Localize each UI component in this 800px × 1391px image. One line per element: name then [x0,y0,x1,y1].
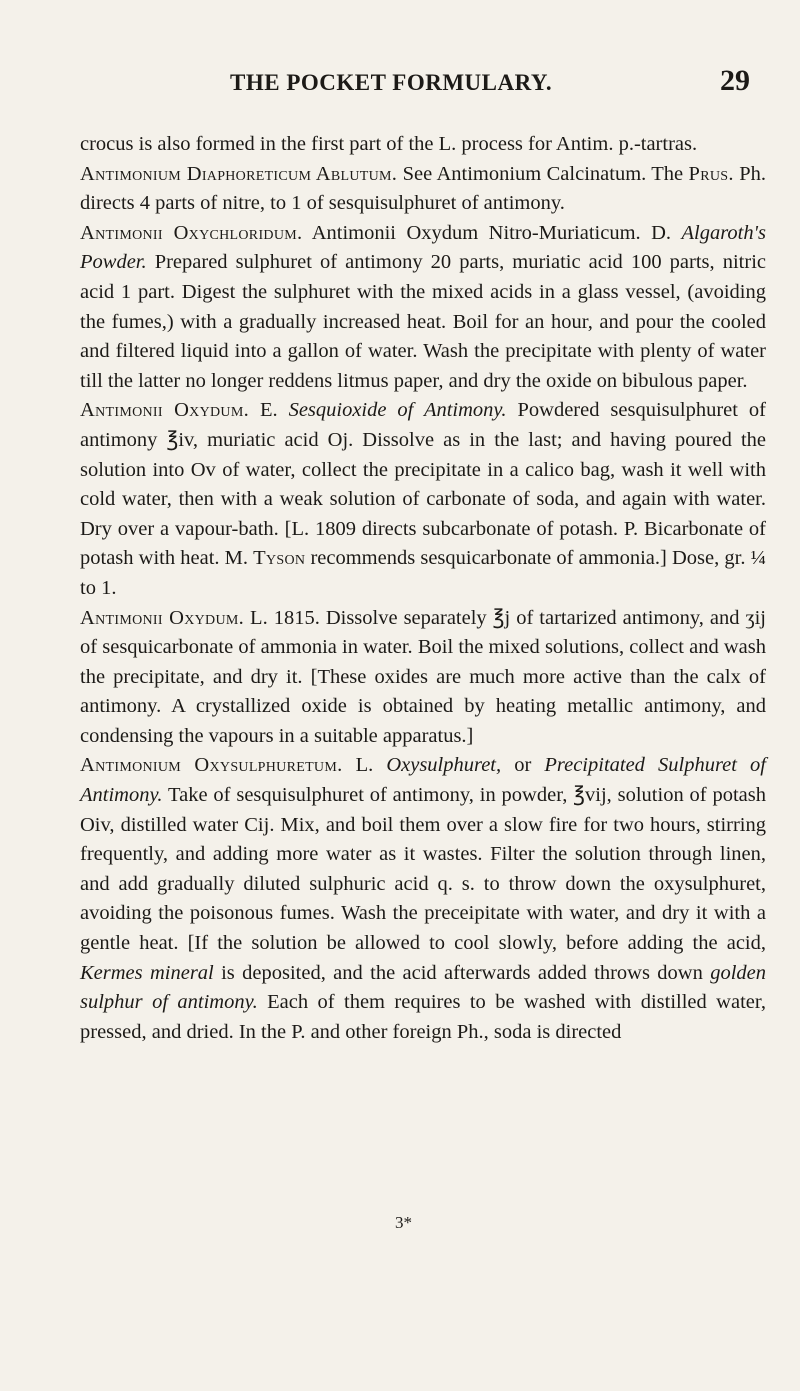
entry-text: Powdered sesquisulphuret of antimony ℥iv, muriatic acid Oj. Dissolve as in the last; and having poured the solution into Ov of water, collect the precipitate in a calico bag, wash it well with cold water, then with a weak solution of carbonate of soda, and again with water. Dry over a vapour-bath. [L. 1809 directs subcarbonate of potash. P. Bicarbonate of potash with heat. M. [80,399,766,570]
entry-title: Antimonium Diaphoreticum Ablutum. [80,162,398,185]
entry-title: Antimonium Oxysulphuretum. [80,754,343,777]
entry-title: Antimonii Oxychloridum. [80,221,303,244]
entry-text-italic: Precipitated Sulphuret of Antimony. [80,754,766,807]
entry-title: Antimonii Oxydum. [80,399,249,422]
entry-text: Take of sesquisulphuret of antimony, in powder, ℥vij, solution of potash Oiv, distilled water Cij. Mix, and boil them over a slow fire for two hours, stirring frequently, and adding more water as it wastes. Filter the solution through linen, and add gradually diluted sulphuric acid q. s. to throw down the oxysulphuret, avoiding the poisonous fumes. Wash the preceipitate with water, and dry it with a gentle heat. [If the solution be allowed to cool slowly, before adding the acid, [80,784,766,955]
entry-text-italic: Sesquioxide of Antimony. [288,399,507,422]
paragraph-text: crocus is also formed in the first part of the L. process for Antim. p.-tartras. [80,133,698,155]
page-header [0,64,800,110]
entry-text: L. [342,754,387,777]
entry-antimonium-diaphoreticum-ablutum [80,160,766,219]
entry-text-smallcaps: Prus. [688,162,734,185]
page-body [80,130,766,1047]
entry-text: is deposited, and the acid afterwards added throws down [213,961,711,984]
entry-text-italic: Oxysulphuret, [386,754,502,777]
entry-text: Ph. directs 4 parts of nitre, to 1 of sesquisulphuret of antimony. [80,162,766,215]
entry-text: L. 1815. Dissolve separately ℥j of tartarized antimony, and ʒij of sesquicarbonate of ammonia in water. Boil the mixed solutions, collect and wash the precipitate, and dry it. [These oxides are much more active than the calx of antimony. A crystallized oxide is obtained by heating metallic antimony, and condensing the vapours in a suitable apparatus.] [80,606,766,747]
entry-antimonii-oxydum-l [80,604,766,752]
entry-text-italic: golden sulphur of antimony. [80,961,767,1014]
running-title: THE POCKET FORMULARY. [230,70,553,95]
entry-text: Prepared sulphuret of antimony 20 parts, muriatic acid 100 parts, nitric acid 1 part. Digest the sulphuret with the mixed acids in a glass vessel, (avoiding the fumes,) with a gradually increased heat. Boil for an hour, and pour the cooled and filtered liquid into a gallon of water. Wash the precipitate with plenty of water till the latter no longer reddens litmus paper, and dry the oxide on bibulous paper. [80,251,766,392]
entry-text: Antimonii Oxydum Nitro-Muriaticum. D. [302,221,682,244]
entry-text-smallcaps: Tyson [253,547,306,570]
entry-text: Each of them requires to be washed with distilled water, pressed, and dried. In the P. and other foreign Ph., soda is directed [80,991,766,1043]
page-number: 29 [720,64,750,97]
entry-text: See Antimonium Calcinatum. The [397,162,689,185]
entry-antimonium-oxysulphuretum [80,751,766,1047]
signature-mark: 3* [395,1213,412,1232]
entry-antimonii-oxychloridum [80,219,766,397]
entry-text: E. [249,399,289,422]
entry-title: Antimonii Oxydum. [80,606,245,629]
entry-text-italic: Kermes mineral [80,961,214,984]
entry-antimonii-oxydum-e [80,396,766,603]
entry-text-italic: Algaroth's Powder. [80,221,766,274]
entry-text: or [501,754,545,777]
paragraph-continuation [80,130,766,160]
entry-text: recommends sesquicarbonate of ammonia.] Dose, gr. ¼ to 1. [80,547,766,599]
